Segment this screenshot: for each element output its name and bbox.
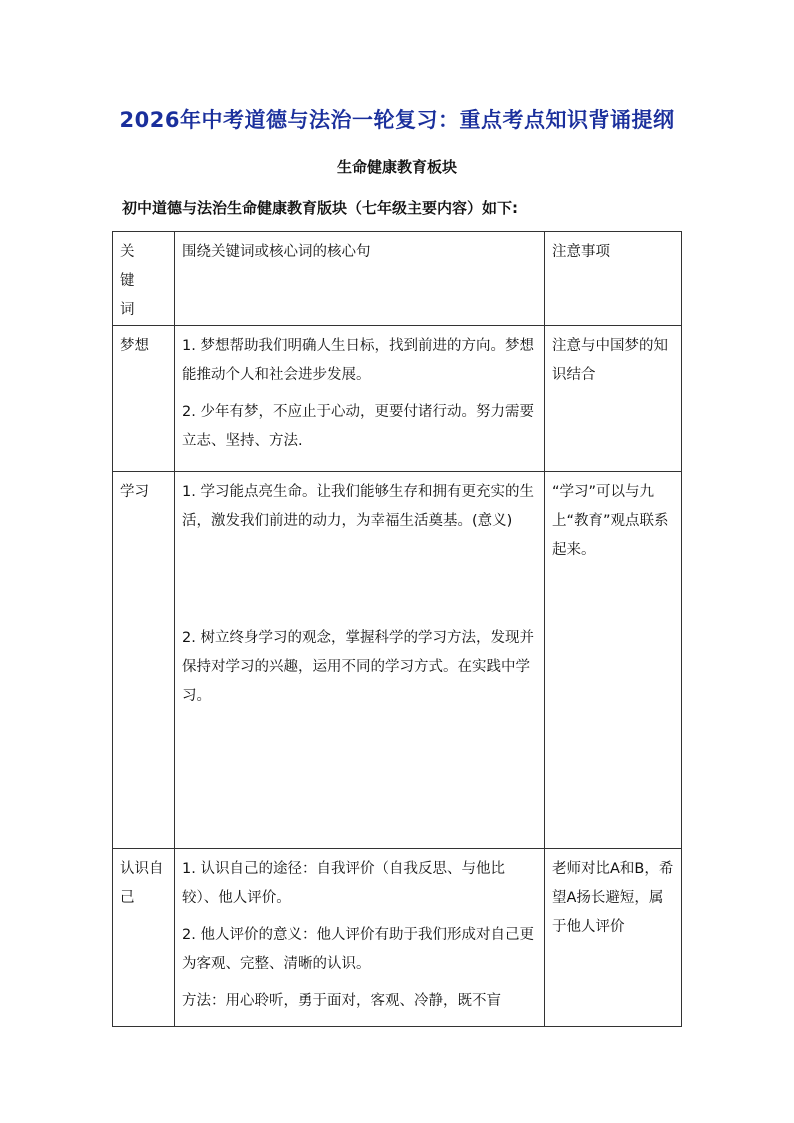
row-points <box>175 849 545 1027</box>
document-title: 2026年中考道德与法治一轮复习：重点考点知识背诵提纲 <box>119 108 675 132</box>
row-keyword: 认识自己 <box>113 849 175 1027</box>
table-row <box>113 472 682 849</box>
intro-text: 初中道德与法治生命健康教育版块（七年级主要内容）如下: <box>122 199 519 217</box>
point-text: 2. 树立终身学习的观念，掌握科学的学习方法，发现并保持对学习的兴趣，运用不同的学习方式。在实践中学习。 <box>182 630 534 704</box>
row-note: “学习”可以与九上“教育”观点联系起来。 <box>545 472 682 849</box>
point-text: 2. 少年有梦，不应止于心动，更要付诸行动。努力需要立志、坚持、方法. <box>182 404 534 449</box>
table-row <box>113 326 682 472</box>
point-text: 1. 学习能点亮生命。让我们能够生存和拥有更充实的生活，激发我们前进的动力，为幸福生活奠基。(意义) <box>182 484 534 529</box>
row-keyword: 学习 <box>113 472 175 849</box>
row-points <box>175 472 545 849</box>
point-text: 1. 认识自己的途径：自我评价（自我反思、与他比较）、他人评价。 <box>182 861 505 906</box>
header-keyword: 关键词 <box>113 232 175 326</box>
row-points <box>175 326 545 472</box>
row-keyword: 梦想 <box>113 326 175 472</box>
header-notes: 注意事项 <box>545 232 682 326</box>
row-note: 注意与中国梦的知识结合 <box>545 326 682 472</box>
point-text: 1. 梦想帮助我们明确人生日标，找到前进的方向。梦想能推动个人和社会进步发展。 <box>182 338 534 383</box>
point-text: 方法：用心聆听，勇于面对，客观、冷静，既不盲 <box>182 993 501 1009</box>
header-core-sentence: 围绕关键词或核心词的核心句 <box>175 232 545 326</box>
knowledge-table <box>112 231 682 1027</box>
section-subtitle: 生命健康教育板块 <box>336 158 457 176</box>
point-text: 2. 他人评价的意义：他人评价有助于我们形成对自己更为客观、完整、清晰的认识。 <box>182 927 534 972</box>
row-note: 老师对比A和B，希望A扬长避短，属于他人评价 <box>545 849 682 1027</box>
table-row <box>113 849 682 1027</box>
table-header-row <box>113 232 682 326</box>
